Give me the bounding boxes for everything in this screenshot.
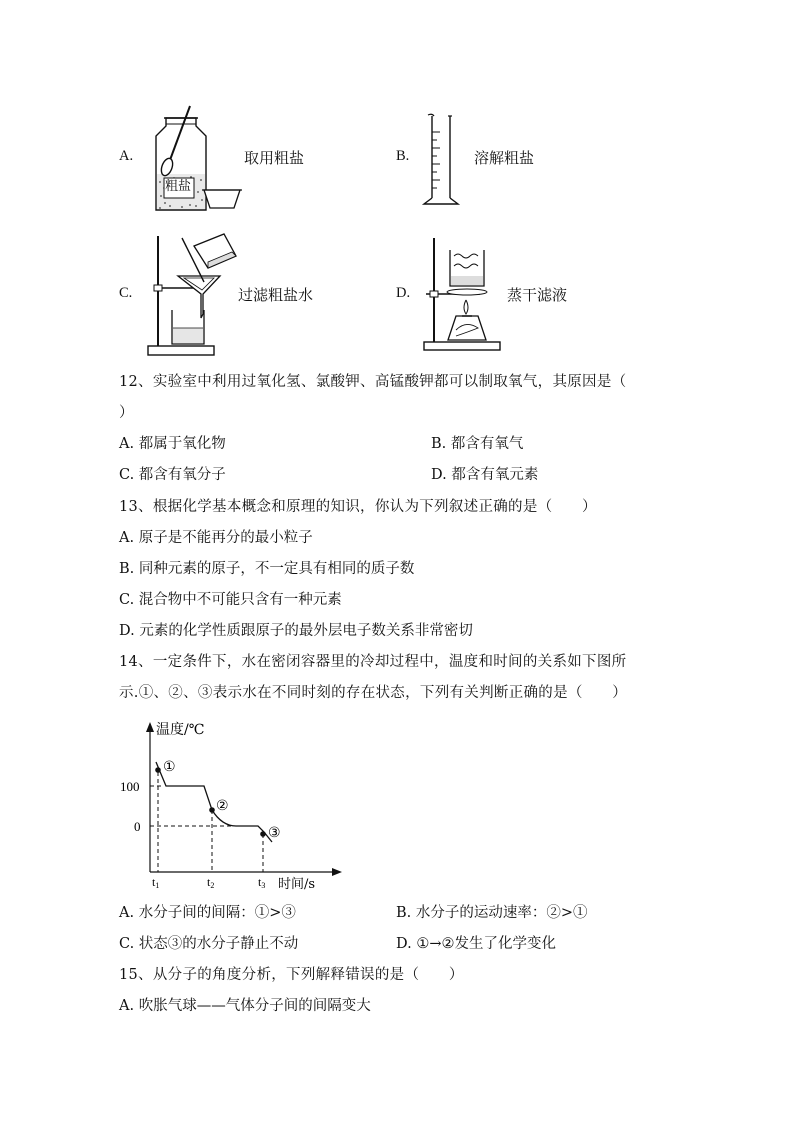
x-tick-t2: t2	[207, 875, 215, 890]
reagent-bottle-icon	[146, 104, 252, 216]
evaporation-setup-icon	[420, 236, 512, 354]
q15-option-a: A. 吹胀气球——气体分子间的间隔变大	[119, 998, 371, 1014]
q12-option-c: C. 都含有氧分子	[119, 467, 226, 483]
q14-stem-line1: 14、一定条件下，水在密闭容器里的冷却过程中，温度和时间的关系如下图所	[119, 654, 627, 670]
q12-option-a: A. 都属于氧化物	[119, 436, 226, 452]
q13-option-c: C. 混合物中不可能只含有一种元素	[119, 592, 342, 608]
filtration-setup-icon	[146, 232, 238, 358]
point-2	[209, 807, 215, 813]
y-tick-100: 100	[120, 779, 140, 794]
q14-stem-line2: 示.①、②、③表示水在不同时刻的存在状态，下列有关判断正确的是（ ）	[119, 685, 628, 701]
q11-option-c-letter: C.	[119, 285, 133, 301]
temperature-time-chart	[112, 712, 352, 894]
q15-stem: 15、从分子的角度分析，下列解释错误的是（ ）	[119, 967, 464, 983]
reagent-bottle-label: 粗盐	[165, 179, 192, 194]
q13-stem: 13、根据化学基本概念和原理的知识，你认为下列叙述正确的是（ ）	[119, 499, 597, 515]
q11-option-c-label: 过滤粗盐水	[238, 286, 314, 304]
q12-stem-line1: 12、实验室中利用过氧化氢、氯酸钾、高锰酸钾都可以制取氧气，其原因是（	[119, 374, 627, 390]
graduated-cylinder-icon	[420, 112, 466, 208]
q11-option-a-label: 取用粗盐	[244, 149, 305, 167]
q13-option-b: B. 同种元素的原子，不一定具有相同的质子数	[119, 561, 415, 577]
q11-option-d-letter: D.	[396, 285, 411, 301]
point-3	[260, 831, 266, 837]
y-tick-0: 0	[134, 819, 141, 834]
q14-option-d: D. ①→②发生了化学变化	[396, 936, 556, 952]
point-2-label: ②	[216, 798, 229, 814]
q11-option-b-label: 溶解粗盐	[474, 149, 535, 167]
y-axis-arrow	[146, 722, 154, 732]
point-3-label: ③	[268, 825, 281, 841]
q12-option-d: D. 都含有氧元素	[431, 467, 539, 483]
q13-option-a: A. 原子是不能再分的最小粒子	[119, 530, 313, 546]
q13-option-d: D. 元素的化学性质跟原子的最外层电子数关系非常密切	[119, 623, 473, 639]
q14-option-a: A. 水分子间的间隔：①>③	[119, 905, 296, 921]
x-tick-t1: t1	[152, 875, 160, 890]
point-1	[155, 767, 161, 773]
point-1-label: ①	[163, 759, 176, 775]
q12-option-b: B. 都含有氧气	[431, 436, 524, 452]
q14-option-b: B. 水分子的运动速率：②>①	[396, 905, 588, 921]
x-tick-t3: t3	[258, 875, 266, 890]
q11-option-d-label: 蒸干滤液	[507, 286, 568, 304]
q14-option-c: C. 状态③的水分子静止不动	[119, 936, 299, 952]
q11-option-a-letter: A.	[119, 148, 134, 164]
q11-option-b-letter: B.	[396, 148, 410, 164]
q12-stem-line2: ）	[119, 405, 134, 421]
x-axis-arrow	[332, 868, 342, 876]
x-axis-label: 时间/s	[278, 877, 316, 892]
y-axis-label: 温度/℃	[156, 722, 205, 738]
